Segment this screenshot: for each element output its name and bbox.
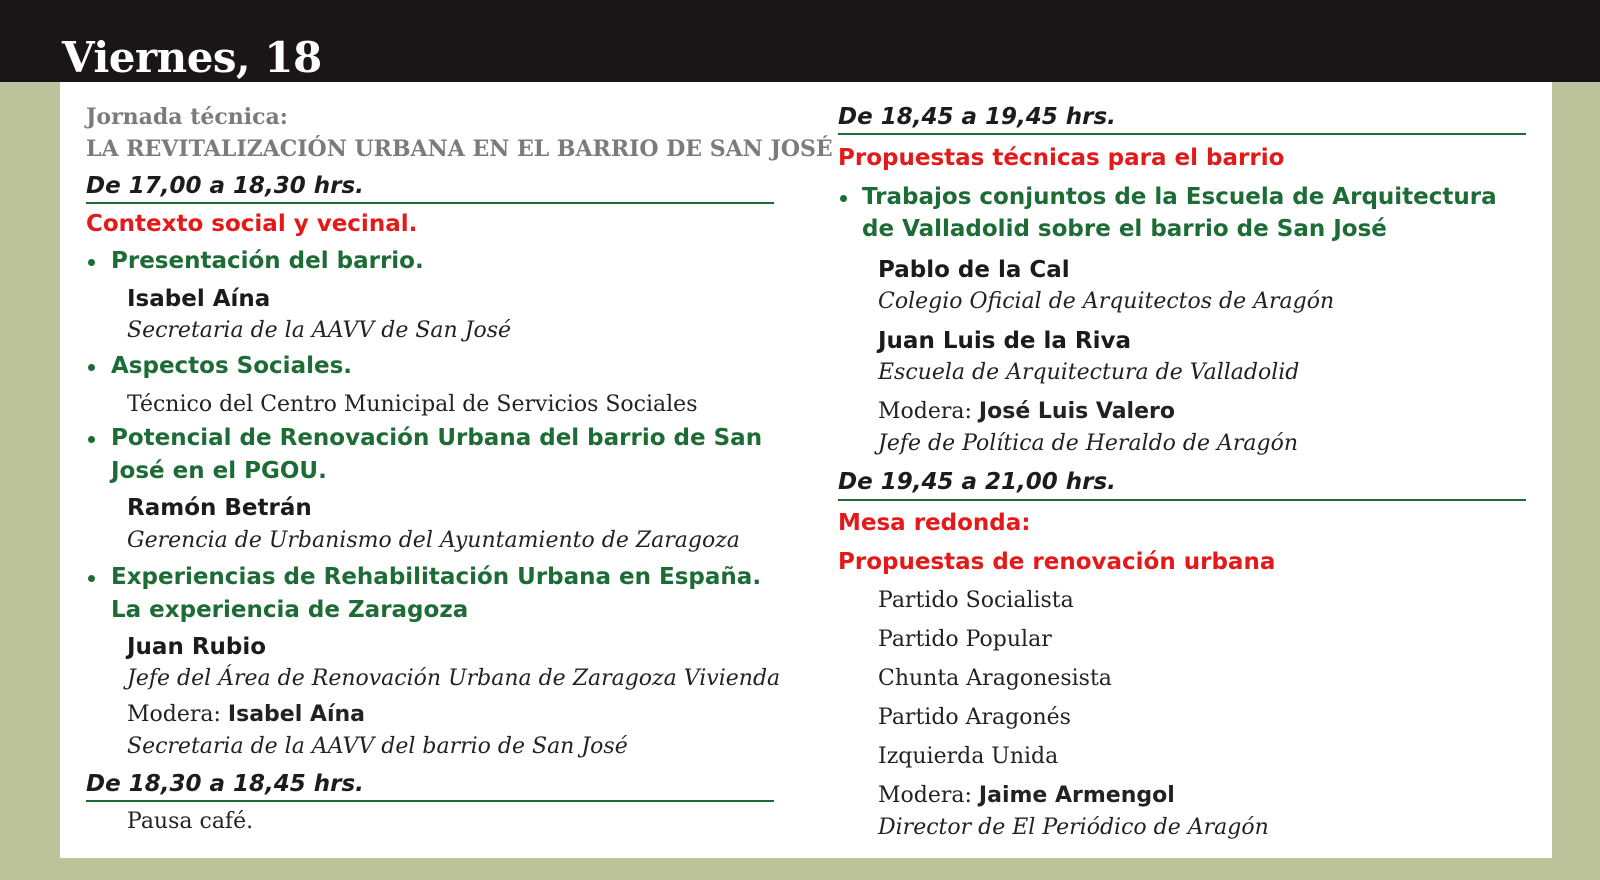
moderator-line xyxy=(127,699,365,731)
moderator-label: Modera: xyxy=(878,399,972,424)
speaker-role: Gerencia de Urbanismo del Ayuntamiento de Zaragoza xyxy=(127,528,740,553)
moderator-name: José Luis Valero xyxy=(978,399,1175,424)
speaker-role: Secretaria de la AAVV de San José xyxy=(127,318,512,343)
speaker-name: Pablo de la Cal xyxy=(878,257,1070,283)
item-experiences-line2: La experiencia de Zaragoza xyxy=(111,597,469,623)
speaker-name: Juan Luis de la Riva xyxy=(878,328,1132,354)
speaker-name: Ramón Betrán xyxy=(127,495,312,521)
speaker-role: Jefe del Área de Renovación Urbana de Zaragoza Vivienda xyxy=(127,666,781,691)
time-slot-1: De 17,00 a 18,30 hrs. xyxy=(86,173,364,199)
intro-label: Jornada técnica: xyxy=(86,104,288,130)
bullet-icon xyxy=(88,436,95,443)
day-title: Viernes, 18 xyxy=(62,33,322,82)
moderator-name: Isabel Aína xyxy=(227,702,365,727)
break-label: Pausa café. xyxy=(127,809,254,834)
moderator-label: Modera: xyxy=(878,783,972,808)
time-slot-2: De 18,30 a 18,45 hrs. xyxy=(86,771,364,797)
moderator-role: Secretaria de la AAVV del barrio de San José xyxy=(127,734,628,759)
time-rule-3 xyxy=(838,133,1526,135)
item-joint-work-line2: de Valladolid sobre el barrio de San José xyxy=(862,216,1387,242)
intro-title: LA REVITALIZACIÓN URBANA EN EL BARRIO DE SAN JOSÉ xyxy=(86,136,833,162)
item-renovation-line2: José en el PGOU. xyxy=(111,458,327,484)
speaker-role: Colegio Oficial de Arquitectos de Aragón xyxy=(878,289,1335,314)
bullet-icon xyxy=(840,195,847,202)
speaker-name: Juan Rubio xyxy=(127,634,267,660)
item-experiences-line1: Experiencias de Rehabilitación Urbana en España. xyxy=(111,564,762,590)
section-heading-proposals: Propuestas técnicas para el barrio xyxy=(838,145,1285,171)
moderator-name: Jaime Armengol xyxy=(978,783,1175,808)
speaker-name: Isabel Aína xyxy=(127,286,271,312)
moderator-line xyxy=(878,780,1175,812)
bullet-icon xyxy=(88,259,95,266)
time-slot-3: De 18,45 a 19,45 hrs. xyxy=(838,104,1116,130)
section-heading-round-table: Mesa redonda: xyxy=(838,510,1031,536)
time-rule-4 xyxy=(838,499,1526,501)
item-presentation: Presentación del barrio. xyxy=(111,248,424,274)
party-item: Izquierda Unida xyxy=(878,744,1059,769)
party-item: Partido Popular xyxy=(878,627,1052,652)
item-renovation-line1: Potencial de Renovación Urbana del barrio de San xyxy=(111,425,763,451)
section-heading-renewal: Propuestas de renovación urbana xyxy=(838,549,1276,575)
party-item: Partido Aragonés xyxy=(878,705,1071,730)
bullet-icon xyxy=(88,575,95,582)
party-item: Partido Socialista xyxy=(878,588,1074,613)
item-social-aspects: Aspectos Sociales. xyxy=(111,353,352,379)
item-joint-work-line1: Trabajos conjuntos de la Escuela de Arquitectura xyxy=(862,184,1497,210)
item-detail: Técnico del Centro Municipal de Servicios Sociales xyxy=(127,392,698,417)
section-heading-social: Contexto social y vecinal. xyxy=(86,211,418,237)
speaker-role: Escuela de Arquitectura de Valladolid xyxy=(878,360,1300,385)
time-slot-4: De 19,45 a 21,00 hrs. xyxy=(838,469,1116,495)
time-rule-2 xyxy=(86,800,774,802)
moderator-role: Jefe de Política de Heraldo de Aragón xyxy=(878,431,1299,456)
moderator-line xyxy=(878,396,1175,428)
bullet-icon xyxy=(88,364,95,371)
moderator-role: Director de El Periódico de Aragón xyxy=(878,815,1269,840)
party-item: Chunta Aragonesista xyxy=(878,666,1112,691)
moderator-label: Modera: xyxy=(127,702,221,727)
time-rule-1 xyxy=(86,202,774,204)
